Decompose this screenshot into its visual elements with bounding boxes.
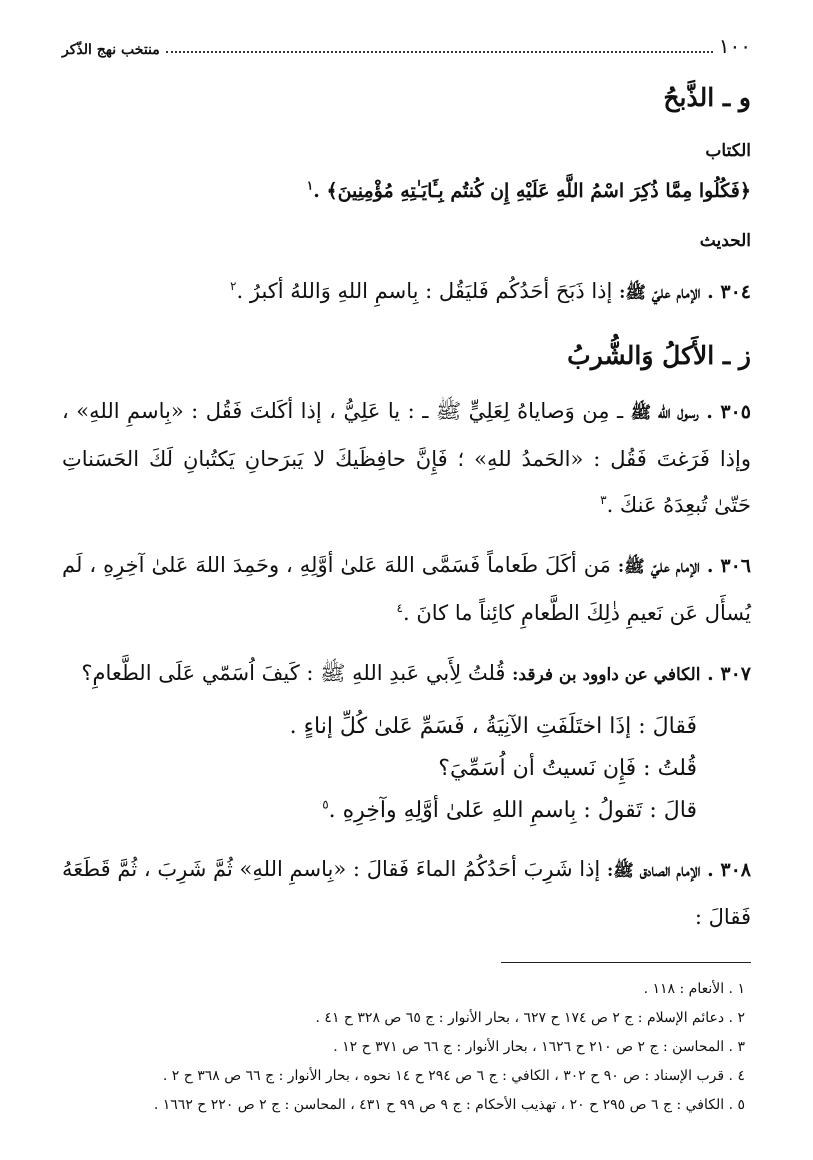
dialog-line: فَقالَ : إذَا اختَلَفَتِ الآنِيَةُ ، فَسَمِّ عَلىٰ كُلِّ إناءٍ . <box>289 714 697 739</box>
hadith-307 <box>62 650 751 698</box>
hadith-305 <box>62 388 751 528</box>
hadith-304 <box>62 268 751 316</box>
dialog-line-text: قالَ : تَقولُ : بِاسمِ اللهِ عَلىٰ أوَّلِهِ وآخِرِهِ . <box>328 798 697 823</box>
footnote: ٢ . دعائم الإسلام : ج ٢ ص ١٧٤ ح ٦٢٧ ، بحار الأنوار : ج ٦٥ ص ٣٢٨ ح ٤١ . <box>315 1010 745 1026</box>
footnote-separator <box>501 962 751 963</box>
hadith-text: مَن أكَلَ طَعاماً فَسَمَّى اللهَ عَلىٰ أوَّلِهِ ، وحَمِدَ اللهَ عَلىٰ آخِرِهِ ، لَم يُسأَل عَن نَعيمِ ذٰلِكَ الطَّعامِ كائِناً ما كانَ . <box>62 553 751 625</box>
hadith-narrator: الإمام عليّ ﷺ: <box>617 557 700 577</box>
hadith-number: ٣٠٨ . <box>707 859 751 881</box>
hadith-308 <box>62 846 751 940</box>
hadith-306 <box>62 542 751 636</box>
page-number: ١٠٠ <box>718 34 751 58</box>
hadith-narrator: الكافي عن داوود بن فرقد: <box>512 665 701 685</box>
hadith-number: ٣٠٧ . <box>707 663 751 685</box>
hadith-text: قُلتُ لِأَبي عَبدِ اللهِ ﷺ : كَيفَ اُسَمّي عَلَى الطَّعامِ؟ <box>81 661 506 685</box>
footnote-ref: ٣ <box>600 493 607 507</box>
hadith-narrator: الإمام عليّ ﷺ: <box>619 283 701 303</box>
dialog-block <box>62 706 751 832</box>
running-title: منتخب نهج الذّكر <box>62 42 160 58</box>
dialog-line: قُلتُ : فَإِن نَسيتُ أن اُسَمِّيَ؟ <box>438 756 697 781</box>
hadith-narrator: الإمام الصادق ﷺ: <box>606 861 701 881</box>
hadith-number: ٣٠٥ . <box>706 401 751 423</box>
footnote-ref: ٥ <box>322 797 329 812</box>
hadith-number: ٣٠٤ . <box>707 281 751 303</box>
section-title-slaughter: و ـ الذَّبحُ <box>663 83 751 112</box>
hadith-text: ـ مِن وَصاياهُ لِعَلِيٍّ ﷺ ـ : يا عَلِيُّ ، إذا أكَلتَ فَقُل : «بِاسمِ اللهِ» ، وإذا فَرَغتَ فَقُل : «الحَمدُ للهِ» ؛ فَإِنَّ حافِظَيكَ لا يَبرَحانِ يَكتُبانِ لَكَ الحَسَناتِ حَتّىٰ تُبعِدَهُ عَنكَ . <box>62 399 751 517</box>
verse-text: ﴿فَكُلُوا مِمَّا ذُكِرَ اسْمُ اللَّهِ عَلَيْهِ إِن كُنتُم بِـَٔايَـٰتِهِ مُؤْمِنِينَ﴾ . <box>313 180 751 202</box>
hadith-number: ٣٠٦ . <box>706 555 751 577</box>
hadith-text: إذا ذَبَحَ أحَدُكُم فَليَقُل : بِاسمِ اللهِ وَاللهُ أكبرُ . <box>236 279 613 303</box>
section-title-eating: ز ـ الأَكلُ وَالشُّربُ <box>567 341 751 370</box>
hadith-label: الحديث <box>699 231 751 251</box>
footnotes <box>62 975 751 1120</box>
dialog-line <box>62 790 697 832</box>
leader-dots <box>166 51 713 53</box>
footnote: ٣ . المحاسن : ج ٢ ص ٢١٠ ح ١٦٢٦ ، بحار الأنوار : ج ٦٦ ص ٣٧١ ح ١٢ . <box>333 1039 745 1055</box>
footnote-ref: ٤ <box>396 601 403 615</box>
hadith-text: إذا شَرِبَ أحَدُكُمُ الماءَ فَقالَ : «بِاسمِ اللهِ» ثُمَّ شَرِبَ ، ثُمَّ قَطَعَهُ فَقالَ : <box>62 857 751 929</box>
footnote: ١ . الأنعام : ١١٨ . <box>643 981 745 997</box>
footnote: ٤ . قرب الإسناد : ص ٩٠ ح ٣٠٢ ، الكافي : ج ٦ ص ٢٩٤ ح ١٤ نحوه ، بحار الأنوار : ج ٦٦ ص ٣٦٨ ح ٢ . <box>162 1068 745 1084</box>
footnote: ٥ . الكافي : ج ٦ ص ٢٩٥ ح ٢٠ ، تهذيب الأحكام : ج ٩ ص ٩٩ ح ٤٣١ ، المحاسن : ج ٢ ص ٢٢٠ ح ١٦٦٢ . <box>153 1097 745 1113</box>
hadith-narrator: رسول الله ﷺ <box>630 403 699 423</box>
running-header <box>62 32 751 58</box>
footnote-ref: ١ <box>306 178 314 193</box>
footnote-ref: ٢ <box>230 279 237 293</box>
kitab-label: الكتاب <box>705 141 751 161</box>
quran-verse <box>62 176 751 206</box>
